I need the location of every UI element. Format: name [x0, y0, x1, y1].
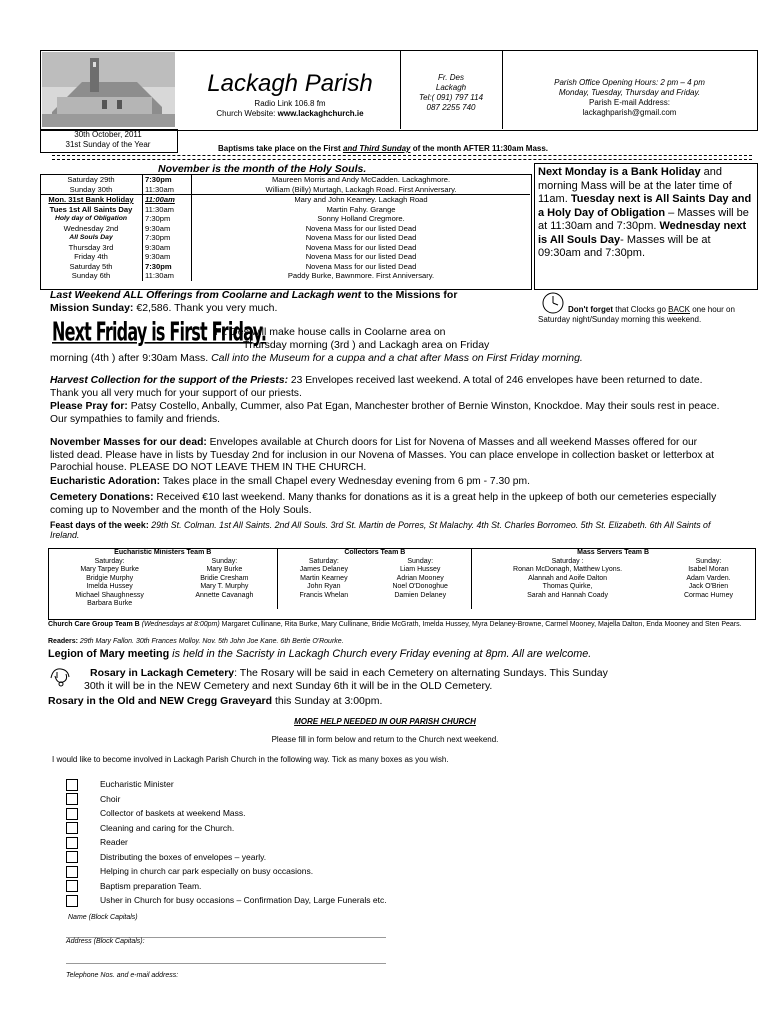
feast-heading: Feast days of the week:: [50, 520, 149, 530]
schedule-row: [40, 205, 530, 215]
clocks-text: that Clocks go: [613, 305, 666, 314]
team-subheader: Saturday:: [94, 557, 125, 565]
clocks-bold: Don't forget: [568, 305, 614, 314]
team-member: Liam Hussey: [399, 566, 441, 573]
schedule-day: Mon. 31st Bank Holiday: [48, 195, 134, 204]
schedule-row: [40, 214, 530, 224]
schedule-time: 7:30pm: [143, 233, 192, 243]
option-checkbox[interactable]: [66, 866, 78, 878]
option-label: Cleaning and caring for the Church.: [100, 822, 235, 833]
cemetery-text: Received €10 last weekend. Many thanks for donations as it is a great help in the upkeep of both our cemeteries especially coming up to November and the month of the Holy Souls.: [50, 492, 717, 516]
clocks-back: BACK: [668, 305, 690, 314]
cleaning-text: Margaret Cullinane, Rita Burke, Mary Cullinane, Bridie McGrath, Imelda Hussey, Myra Delaney-Browne, Carmel Mooney, Majella Dalton, Enda Mooney and Sten Pears.: [219, 621, 742, 628]
all-souls-heading: Wednesday next is All Souls Day: [538, 220, 747, 246]
team-member: Jack O'Brien: [688, 583, 729, 590]
rosary-line1: [90, 667, 608, 679]
schedule-intention: Sonny Holland Cregmore.: [192, 214, 531, 224]
first-friday-banner: Next Friday is First Friday.: [52, 316, 267, 347]
team-header-ministers: Eucharistic Ministers Team B: [114, 549, 212, 556]
schedule-time: 11:30am: [143, 185, 192, 195]
website-url[interactable]: www.lackaghchurch.ie: [277, 109, 364, 118]
option-label: Choir: [100, 793, 121, 804]
office-hours: Parish Office Opening Hours: 2 pm – 4 pm: [554, 78, 705, 87]
team-member: Bridie Cresham: [200, 574, 249, 582]
offerings-bold2: to the Missions for Mission Sunday:: [50, 289, 458, 314]
team-subheader: Sunday:: [695, 557, 722, 565]
schedule-time: 11:30am: [143, 271, 192, 281]
schedule-title: November is the month of the Holy Souls.: [158, 163, 367, 175]
option-label: Reader: [100, 837, 128, 847]
team-subheader: Sunday:: [407, 557, 434, 565]
first-friday-text3i: Call into the Museum for a cuppa and a chat after Mass on First Friday morning.: [208, 352, 583, 364]
feast-text: 29th St. Colman. 1st All Saints. 2nd All Souls. 3rd St. Martin de Porres, St Malachy. 4th St. Charles Borromeo. 5th St. Elizabeth. 6th All Saints of Ireland.: [50, 520, 711, 540]
team-member: Martin Kearney: [278, 575, 369, 584]
bank-holiday-heading: Next Monday is a Bank Holiday: [538, 166, 701, 178]
legion-notice: [48, 648, 591, 660]
team-member: Sarah and Hannah Coady: [472, 592, 663, 601]
november-masses-heading: November Masses for our dead:: [50, 437, 207, 448]
pray-heading: Please Pray for:: [50, 401, 128, 412]
baptism-notice: [218, 144, 548, 153]
form-option: [66, 792, 586, 807]
team-subheader: Saturday:: [278, 558, 369, 567]
team-row: [48, 575, 754, 584]
schedule-row: [40, 233, 530, 243]
team-member: Annette Cavanagh: [195, 591, 254, 599]
all-saints-text: – Masses will be at 11:30am and 7:30pm.: [538, 206, 749, 232]
team-subheader: Sunday:: [211, 557, 238, 565]
team-member: Adam Varden.: [686, 574, 731, 582]
team-row: [48, 600, 754, 609]
schedule-intention: Novena Mass for our listed Dead: [192, 224, 531, 234]
option-checkbox[interactable]: [66, 822, 78, 834]
schedule-intention: Novena Mass for our listed Dead: [192, 262, 531, 272]
team-member: Mary Tarpey Burke: [80, 566, 139, 573]
clocks-text2: one hour on Saturday night/Sunday morning this weekend.: [538, 305, 735, 324]
option-checkbox[interactable]: [66, 895, 78, 907]
team-member: [369, 600, 471, 609]
legion-heading: Legion of Mary meeting: [48, 648, 170, 660]
team-member: Damien Delaney: [394, 591, 447, 599]
cleaning-heading: Church Care Group Team B: [48, 621, 140, 628]
schedule-intention: Novena Mass for our listed Dead: [192, 243, 531, 253]
team-row: [48, 592, 754, 601]
address-input-line[interactable]: [66, 962, 386, 964]
double-rule: [52, 155, 752, 160]
schedule-time: 7:30pm: [143, 262, 192, 272]
rosary-cregg: [48, 695, 382, 707]
form-option: [66, 821, 586, 836]
offerings-amount: €2,586. Thank you very much.: [133, 301, 278, 314]
team-member: James Delaney: [278, 566, 369, 575]
schedule-day: Sunday 30th: [69, 184, 113, 194]
form-option: [66, 777, 586, 792]
first-friday-line2: Thursday morning (3rd ) and Lackagh area on Friday: [243, 339, 490, 351]
harvest-text: 23 Envelopes received last weekend. A total of 246 envelopes have been returned to date. Thank you all very much for your support of our priests.: [50, 375, 703, 399]
sunday-of-year: 31st Sunday of the Year: [65, 140, 151, 149]
schedule-day: All Souls Day: [69, 234, 113, 241]
form-option: [66, 806, 586, 821]
adoration-heading: Eucharistic Adoration:: [50, 475, 161, 487]
adoration-notice: [50, 476, 720, 489]
schedule-row: [40, 262, 530, 272]
schedule-intention: Novena Mass for our listed Dead: [192, 233, 531, 243]
team-member: Isabel Moran: [688, 566, 729, 573]
team-member: Francis Whelan: [278, 592, 369, 601]
address-label: Address (Block Capitals):: [66, 938, 145, 945]
teams-table: [48, 549, 754, 609]
team-member: [278, 600, 369, 609]
harvest-heading: Harvest Collection for the support of the Priests:: [50, 375, 289, 386]
schedule-intention: Mary and John Kearney. Lackagh Road: [192, 195, 531, 205]
parish-email[interactable]: lackaghparish@gmail.com: [582, 108, 677, 117]
option-label: Baptism preparation Team.: [100, 880, 202, 891]
schedule-intention: William (Billy) Murtagh, Lackagh Road. First Anniversary.: [192, 185, 531, 195]
first-friday-text3: morning (4th ) after 9:30am Mass.: [50, 352, 209, 364]
team-row: [48, 583, 754, 592]
schedule-day: Saturday 5th: [69, 261, 113, 271]
form-options: [66, 777, 586, 908]
schedule-row: [40, 175, 530, 185]
harvest-notice: [50, 375, 720, 400]
schedule-time: 11:00am: [143, 195, 192, 205]
priest-place: Lackagh: [435, 83, 467, 92]
option-label: Collector of baskets at weekend Mass.: [100, 808, 246, 818]
schedule-time: 11:30am: [143, 205, 192, 215]
readers-heading: Readers:: [48, 638, 78, 645]
bulletin-date: 30th October, 2011: [74, 130, 142, 139]
legion-text: is held in the Sacristy in Lackagh Church every Friday evening at 8pm. All are welcome.: [169, 648, 592, 660]
clocks-notice: [538, 305, 752, 325]
schedule-time: 9:30am: [143, 224, 192, 234]
option-label: Helping in church car park especially on busy occasions.: [100, 866, 314, 876]
schedule-table: [40, 175, 530, 281]
option-checkbox[interactable]: [66, 880, 78, 892]
team-member: Mary Burke: [206, 566, 243, 573]
cleaning-italic: (Wednesdays at 8:00pm): [139, 621, 220, 628]
november-masses-text: Envelopes available at Church doors for List for Novena of Masses and all weekend Masses offered for our listed dead. Please have in lists by Tuesday 2nd for inclusion in our Novena of Masses. You can place envelope in collection basket or letterbox at Parochial house. PLEASE DO NOT LEAVE THEM IN THE CHURCH.: [50, 437, 714, 473]
option-checkbox[interactable]: [66, 837, 78, 849]
first-friday-line3: [50, 352, 583, 364]
schedule-intention: Novena Mass for our listed Dead: [192, 252, 531, 262]
form-option: [66, 893, 586, 908]
schedule-row: [40, 271, 530, 281]
form-title-text: MORE HELP NEEDED IN OUR PARISH CHURCH: [294, 717, 476, 726]
team-header-servers: Mass Servers Team B: [472, 549, 754, 558]
adoration-text: Takes place in the small Chapel every Wednesday evening from 6 pm - 7.30 pm.: [160, 475, 530, 487]
option-checkbox[interactable]: [66, 793, 78, 805]
team-member: Alannah and Aoife Dalton: [472, 575, 663, 584]
name-label: Name (Block Capitals): [68, 914, 138, 921]
form-option: [66, 864, 586, 879]
team-member: Adrian Mooney: [396, 574, 444, 582]
rosary-cregg-heading: Rosary in the Old and NEW Cregg Graveyard: [48, 695, 273, 707]
offerings-bold: Last Weekend ALL Offerings from Coolarne and Lackagh went: [50, 289, 362, 301]
readers-notice: [48, 638, 344, 645]
rosary-icon: [48, 664, 74, 693]
team-member: Cormac Hurney: [683, 591, 733, 599]
option-checkbox[interactable]: [66, 851, 78, 863]
sidebar-text: [538, 166, 752, 261]
team-member: Imelda Hussey: [86, 583, 133, 590]
team-member: Michael Shaughnessy: [75, 591, 144, 599]
pray-text: Patsy Costello, Anbally, Cummer, also Pat Egan, Manchester brother of Bernie Winston, Knockdoe. May their souls rest in peace. Our sympathies to family and friends.: [50, 401, 720, 425]
schedule-time: 9:30am: [143, 252, 192, 262]
bank-holiday-text: and morning Mass will be at the later time of 11am.: [538, 166, 732, 205]
church-image: [42, 52, 175, 127]
schedule-day: Saturday 29th: [67, 175, 115, 184]
priest-tel: Tel:( 091) 797 114: [418, 93, 484, 102]
option-label: Distributing the boxes of envelopes – yearly.: [100, 851, 267, 862]
schedule-time: 9:30am: [143, 243, 192, 253]
schedule-row: [40, 224, 530, 234]
schedule-row: [40, 185, 530, 195]
team-member: [663, 600, 754, 609]
rosary-line2: 30th it will be in the NEW Cemetery and next Sunday 6th it will be in the OLD Cemetery.: [84, 680, 493, 692]
team-member: [171, 600, 278, 609]
schedule-row: [40, 252, 530, 262]
team-member: Barbara Burke: [87, 600, 133, 607]
schedule-time: 7:30pm: [143, 175, 192, 185]
offerings-notice: [50, 289, 480, 314]
cleaning-notice: [48, 621, 753, 630]
team-member: Thomas Quirke,: [472, 583, 663, 592]
schedule-row: [40, 243, 530, 253]
feast-notice: [50, 520, 720, 540]
schedule-day: Thursday 3rd: [68, 242, 114, 252]
all-souls-text: - Masses will be at 09:30am and 7:30pm.: [538, 233, 711, 259]
form-option: [66, 879, 586, 894]
cemetery-notice: [50, 492, 720, 517]
readers-text: 29th Mary Fallon. 30th Frances Molloy. Nov. 5th John Joe Kane. 6th Bertie O'Rourke.: [77, 638, 344, 645]
team-member: Noel O'Donoghue: [392, 583, 448, 590]
schedule-day: Sunday 6th: [71, 271, 111, 280]
schedule-row: [40, 195, 530, 205]
team-member: Mary T. Murphy: [200, 583, 249, 590]
team-member: [472, 600, 663, 609]
schedule-day: Tues 1st All Saints Day: [49, 204, 133, 214]
radio-link: Radio Link 106.8 fm: [254, 99, 326, 108]
team-member: Bridgie Murphy: [86, 574, 134, 582]
rosary-heading: Rosary in Lackagh Cemetery: [90, 667, 235, 679]
pray-notice: [50, 401, 720, 426]
baptism-mid: and Third Sunday: [342, 144, 411, 153]
priest-name: Fr. Des: [438, 73, 464, 82]
rosary-cregg-text: this Sunday at 3:00pm.: [272, 695, 383, 707]
team-member: John Ryan: [278, 583, 369, 592]
option-checkbox[interactable]: [66, 808, 78, 820]
schedule-intention: Maureen Morris and Andy McCadden. Lackaghmore.: [192, 175, 531, 185]
form-option: [66, 835, 586, 850]
first-friday-line1: Fr. Des will make house calls in Coolarne area on: [215, 326, 446, 338]
form-intro: I would like to become involved in Lackagh Parish Church in the following way. Tick as many boxes as you wish.: [52, 755, 449, 764]
schedule-intention: Paddy Burke, Bawnmore. First Anniversary.: [192, 271, 531, 281]
november-masses-notice: [50, 437, 720, 475]
baptism-pre: Baptisms take place on the First: [218, 144, 343, 153]
rosary-text: : The Rosary will be said in each Cemetery on alternating Sundays. This Sunday: [234, 667, 608, 679]
phone-label: Telephone Nos. and e-mail address:: [66, 972, 179, 979]
form-option: [66, 850, 586, 865]
team-header-collectors: Collectors Team B: [278, 549, 472, 558]
church-website[interactable]: [180, 109, 400, 118]
team-member: Ronan McDonagh, Matthew Lyons.: [472, 566, 663, 575]
website-label: Church Website:: [216, 109, 278, 118]
option-label: Usher in Church for busy occasions – Confirmation Day, Large Funerals etc.: [100, 895, 387, 905]
baptism-post: of the month AFTER 11:30am Mass.: [410, 144, 549, 153]
form-subtitle: Please fill in form below and return to the Church next weekend.: [271, 735, 499, 744]
team-subheader: Saturday :: [472, 558, 663, 567]
office-days: Monday, Tuesday, Thursday and Friday.: [558, 88, 701, 97]
notices-block: [50, 375, 720, 540]
form-title: [0, 717, 770, 726]
schedule-day: Wednesday 2nd: [63, 223, 119, 233]
email-label: Parish E-mail Address:: [589, 98, 670, 107]
parish-name: Lackagh Parish: [207, 70, 373, 97]
option-label: Eucharistic Minister: [100, 779, 174, 789]
cemetery-heading: Cemetery Donations:: [50, 492, 154, 503]
schedule-day: Holy day of Obligation: [54, 215, 128, 222]
option-checkbox[interactable]: [66, 779, 78, 791]
schedule-day: Friday 4th: [74, 252, 108, 261]
schedule-time: 7:30pm: [143, 214, 192, 224]
team-row: [48, 566, 754, 575]
all-saints-heading: Tuesday next is All Saints Day and a Holy Day of Obligation: [538, 193, 752, 219]
schedule-intention: Martin Fahy. Grange: [192, 205, 531, 215]
priest-mobile: 087 2255 740: [426, 103, 476, 112]
